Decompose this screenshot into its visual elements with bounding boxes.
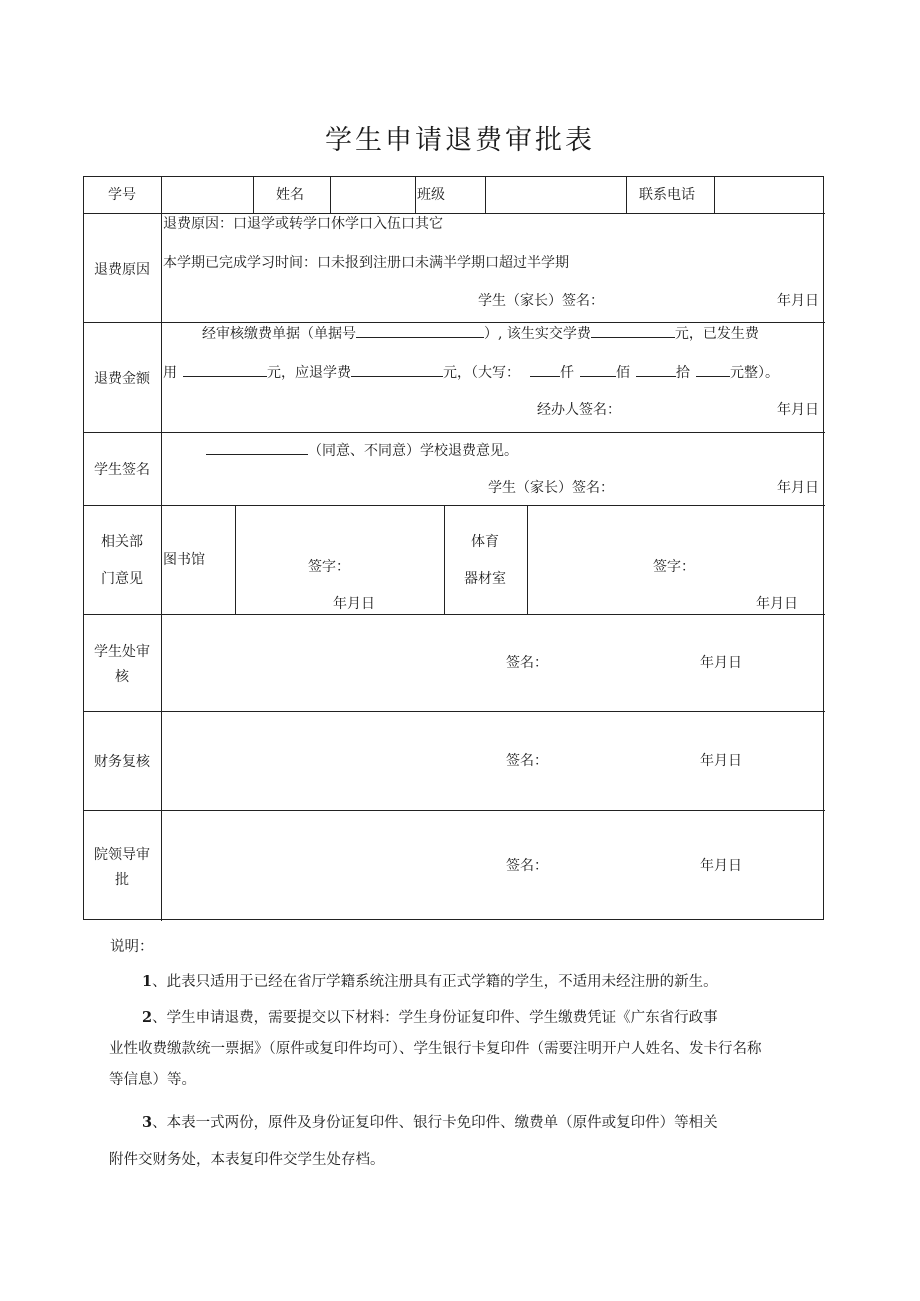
finance-signature-label: 签名： xyxy=(506,753,548,769)
row-divider xyxy=(84,432,825,433)
student-id-field[interactable] xyxy=(162,177,252,211)
tens-blank[interactable] xyxy=(636,362,676,377)
note-text: 、此表只适用于已经在省厅学籍系统注册具有正式学籍的学生，不适用未经注册的新生。 xyxy=(152,974,718,990)
note-2-line-3: 等信息）等。 xyxy=(109,1072,196,1088)
amount-text: 经审核缴费单据（单据号 xyxy=(202,326,356,342)
study-time-options[interactable]: 本学期已完成学习时间：口未报到注册口未满半学期口超过半学期 xyxy=(163,255,569,271)
hundreds-blank[interactable] xyxy=(580,362,616,377)
receipt-number-blank[interactable] xyxy=(356,323,484,338)
sports-date-label: 年月日 xyxy=(756,596,798,612)
dept-opinion-label-line2: 门意见 xyxy=(101,571,143,587)
amount-line-1 xyxy=(202,323,759,344)
student-parent-signature-label: 学生（家长）签名： xyxy=(478,293,604,309)
agree-disagree-blank[interactable] xyxy=(206,440,308,455)
note-text: 、学生申请退费，需要提交以下材料：学生身份证复印件、学生缴费凭证《广东省行政事 xyxy=(152,1010,718,1026)
leader-signature-label: 签名： xyxy=(506,858,548,874)
note-number: 3 xyxy=(142,1114,153,1131)
note-3-line-2: 附件交财务处，本表复印件交学生处存档。 xyxy=(109,1152,385,1168)
note-number: 1 xyxy=(142,973,153,990)
row-divider xyxy=(84,711,825,712)
amount-text: ）, 该生实交学费 xyxy=(484,326,591,342)
amount-text: 用 xyxy=(163,365,177,381)
finance-review-label: 财务复核 xyxy=(94,754,150,770)
yuan-blank[interactable] xyxy=(696,362,730,377)
date-label: 年月日 xyxy=(777,293,819,309)
date-label: 年月日 xyxy=(777,402,819,418)
student-parent-signature-label: 学生（家长）签名： xyxy=(488,480,614,496)
row-divider xyxy=(84,505,825,506)
note-2-line-1 xyxy=(142,1008,718,1028)
affairs-signature-label: 签名： xyxy=(506,655,548,671)
dept-opinion-label-line1: 相关部 xyxy=(101,534,143,550)
label-column-divider xyxy=(161,177,162,921)
thousands-blank[interactable] xyxy=(530,362,560,377)
agreement-line xyxy=(206,440,518,461)
note-2-line-2: 业性收费缴款统一票据》（原件或复印件均可）、学生银行卡复印件（需要注明开户人姓名、发卡行名称 xyxy=(109,1041,762,1057)
sports-equipment-label-line2: 器材室 xyxy=(464,571,506,587)
phone-label: 联系电话 xyxy=(639,187,695,203)
name-field[interactable] xyxy=(331,177,415,211)
date-label: 年月日 xyxy=(700,655,742,671)
amount-text: 元，应退学费 xyxy=(267,365,351,381)
sports-sign-label: 签字： xyxy=(653,559,695,575)
note-1 xyxy=(142,972,718,992)
refund-reason-options[interactable]: 退费原因：口退学或转学口休学口入伍口其它 xyxy=(163,216,443,232)
class-label: 班级 xyxy=(417,187,445,203)
student-id-label: 学号 xyxy=(108,187,136,203)
note-3-line-1 xyxy=(142,1113,718,1133)
col-divider xyxy=(253,177,254,213)
library-label: 图书馆 xyxy=(163,552,205,568)
sports-equipment-label-line1: 体育 xyxy=(471,534,499,550)
class-field[interactable] xyxy=(485,177,625,211)
col-divider xyxy=(527,505,528,614)
page-title: 学生申请退费审批表 xyxy=(325,125,595,156)
note-number: 2 xyxy=(142,1009,153,1026)
col-divider xyxy=(415,177,416,213)
agreement-text: （同意、不同意）学校退费意见。 xyxy=(308,443,518,459)
amount-line-2 xyxy=(163,362,779,383)
library-sign-label: 签字： xyxy=(308,559,350,575)
amount-text: 拾 xyxy=(676,365,690,381)
refund-amount-label: 退费金额 xyxy=(94,371,150,387)
amount-text: 佰 xyxy=(616,365,630,381)
leader-approval-label-line1: 院领导审 xyxy=(94,847,150,863)
date-label: 年月日 xyxy=(777,480,819,496)
notes-heading: 说明： xyxy=(110,939,154,955)
paid-tuition-blank[interactable] xyxy=(591,323,675,338)
library-date-label: 年月日 xyxy=(333,596,375,612)
amount-text: 仟 xyxy=(560,365,574,381)
refund-tuition-blank[interactable] xyxy=(351,362,443,377)
refund-reason-label: 退费原因 xyxy=(94,262,150,278)
amount-text: 元，已发生费 xyxy=(674,326,759,342)
incurred-fee-blank[interactable] xyxy=(183,362,267,377)
note-text: 、本表一式两份，原件及身份证复印件、银行卡免印件、缴费单（原件或复印件）等相关 xyxy=(152,1115,718,1131)
date-label: 年月日 xyxy=(700,858,742,874)
leader-approval-label-line2: 批 xyxy=(115,872,129,888)
name-label: 姓名 xyxy=(276,187,304,203)
date-label: 年月日 xyxy=(700,753,742,769)
phone-field[interactable] xyxy=(714,177,822,211)
row-divider xyxy=(84,810,825,811)
handler-signature-label: 经办人签名： xyxy=(537,402,621,418)
amount-text: 元整）。 xyxy=(730,365,779,381)
col-divider xyxy=(626,177,627,213)
row-divider xyxy=(84,614,825,615)
col-divider xyxy=(235,505,236,614)
student-affairs-label-line1: 学生处审 xyxy=(94,644,150,660)
col-divider xyxy=(444,505,445,614)
student-affairs-label-line2: 核 xyxy=(115,669,129,685)
student-signature-label: 学生签名 xyxy=(94,462,150,478)
amount-text: 元，（大写： xyxy=(443,365,520,381)
